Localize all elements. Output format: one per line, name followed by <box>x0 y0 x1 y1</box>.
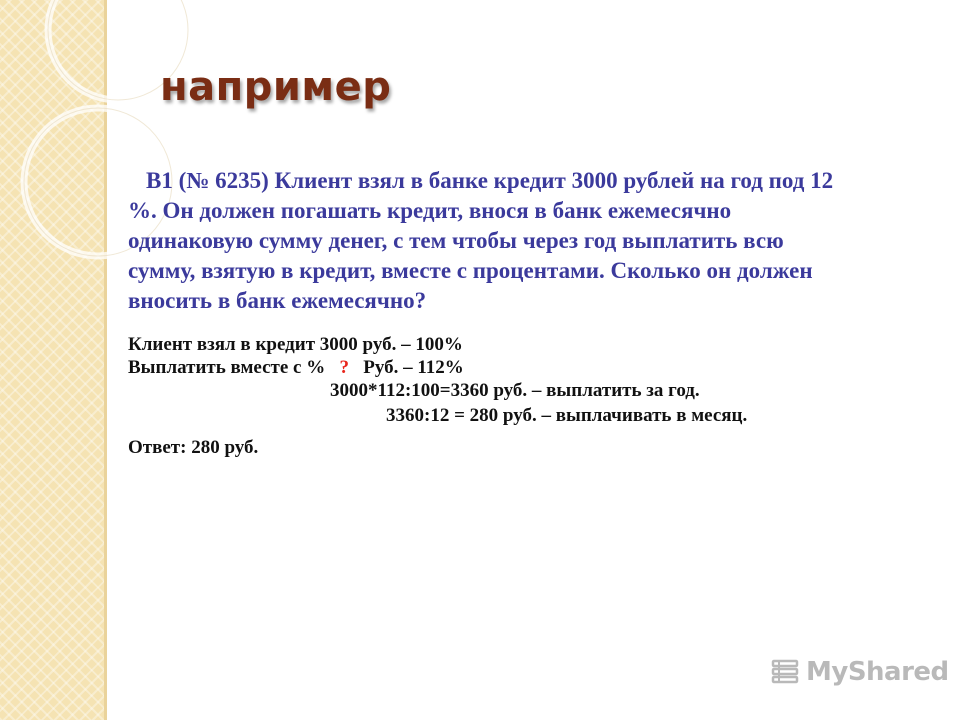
decorative-left-band <box>0 0 107 720</box>
solution-line-2-end: Руб. – 112% <box>348 357 464 378</box>
solution-line-2 <box>128 357 464 379</box>
solution-line-1: Клиент взял в кредит 3000 руб. – 100% <box>128 334 463 355</box>
problem-statement: В1 (№ 6235) Клиент взял в банке кредит 3000 рублей на год под 12 %. Он должен погашать кредит, внося в банк ежемесячно одинаковую сумму денег, с тем чтобы через год выплатить всю сумму, взятую в кредит, вместе с процентами. Сколько он должен вносить в банк ежемесячно? <box>128 168 834 313</box>
book-stack-icon <box>770 658 800 686</box>
watermark-logo <box>770 655 949 689</box>
band-edge-line <box>104 0 107 720</box>
answer-line: Ответ: 280 руб. <box>128 437 259 458</box>
slide-title: например <box>160 64 392 110</box>
solution-line-4: 3360:12 = 280 руб. – выплачивать в месяц. <box>386 405 748 426</box>
question-mark: ? <box>339 357 349 378</box>
solution-line-3: 3000*112:100=3360 руб. – выплатить за год. <box>330 380 700 401</box>
solution-line-2-start: Выплатить вместе с % <box>128 357 340 378</box>
watermark-text: MyShared <box>806 657 949 687</box>
